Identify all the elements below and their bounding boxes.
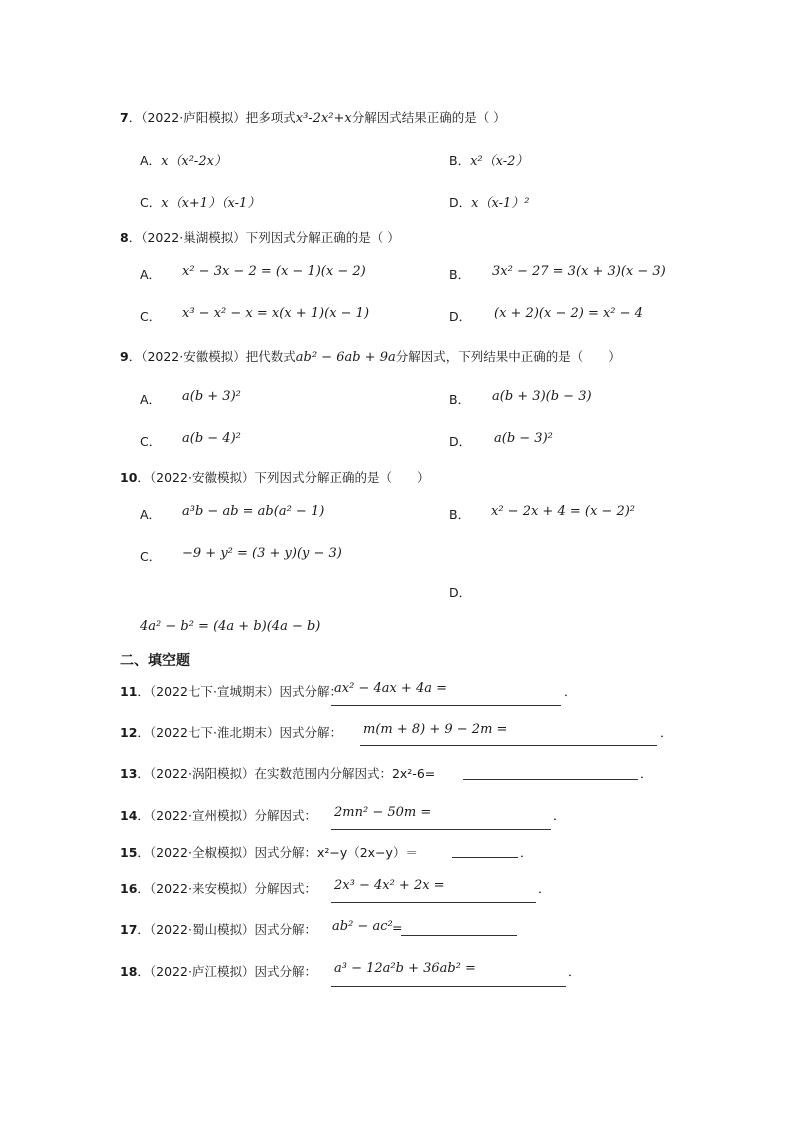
period: ． xyxy=(568,964,581,979)
question-stem: ．（2022七下·淮北期末）因式分解： xyxy=(137,725,342,740)
option-d: D． xyxy=(449,309,472,324)
option-b: B． xyxy=(449,507,471,522)
option-c-expression: a(b − 4)² xyxy=(182,431,241,446)
question-stem: ．（2022·蜀山模拟）因式分解： xyxy=(137,922,317,937)
math-expression: ab² − 6ab + 9a xyxy=(295,350,396,365)
answer-blank[interactable] xyxy=(401,935,517,936)
question-stem: ．（2022·全椒模拟）因式分解：x²−y（2x−y）＝ xyxy=(137,845,418,860)
period: ． xyxy=(660,725,673,740)
math-expression: ax² − 4ax + 4a = xyxy=(334,681,448,696)
option-a: A． xyxy=(140,267,162,282)
option-c-expression: −9 + y² = (3 + y)(y − 3) xyxy=(182,546,342,561)
question-stem: ．（2022·庐江模拟）因式分解： xyxy=(137,964,317,979)
question-number: 17 xyxy=(120,922,138,937)
question-14 xyxy=(120,806,317,824)
option-b-expression: a(b + 3)(b − 3) xyxy=(492,389,592,404)
question-7 xyxy=(120,108,506,126)
math-expression: x³-2x²+x xyxy=(295,111,352,126)
question-15 xyxy=(120,843,418,861)
question-17 xyxy=(120,920,317,938)
question-number: 13 xyxy=(120,766,138,781)
question-8 xyxy=(120,228,400,246)
question-number: 14 xyxy=(120,808,138,823)
question-number: 18 xyxy=(120,964,138,979)
answer-blank[interactable] xyxy=(331,829,551,830)
math-expression: 2x³ − 4x² + 2x = xyxy=(334,878,445,893)
option-b: B． xyxy=(449,267,471,282)
question-stem: ．（2022七下·宣城期末）因式分解： xyxy=(137,684,342,699)
math-expression: m(m + 8) + 9 − 2m = xyxy=(363,722,508,737)
answer-blank[interactable] xyxy=(331,902,536,903)
option-c: C． xyxy=(140,549,162,564)
question-stem: ．（2022·安徽模拟）把代数式 xyxy=(128,349,296,364)
option-a-expression: a(b + 3)² xyxy=(182,389,241,404)
question-11 xyxy=(120,682,342,700)
period: ． xyxy=(564,684,577,699)
period: ． xyxy=(640,766,653,781)
question-stem-tail: 分解因式，下列结果中正确的是（ ） xyxy=(395,349,621,364)
answer-blank[interactable] xyxy=(331,705,561,706)
option-d: D． xyxy=(449,585,472,600)
option-b: B． xyxy=(449,392,471,407)
option-c: C．x（x+1）（x-1） xyxy=(140,195,261,211)
option-d-expression: 4a² − b² = (4a + b)(4a − b) xyxy=(140,619,321,634)
question-12 xyxy=(120,723,342,741)
option-d-expression: (x + 2)(x − 2) = x² − 4 xyxy=(494,306,643,321)
period: ． xyxy=(553,808,566,823)
math-expression: a³ − 12a²b + 36ab² = xyxy=(334,961,476,976)
option-a: A． xyxy=(140,392,162,407)
section-title: 二、填空题 xyxy=(120,653,190,669)
option-b-expression: 3x² − 27 = 3(x + 3)(x − 3) xyxy=(492,264,666,279)
question-stem: ．（2022·庐阳模拟）把多项式 xyxy=(128,110,296,125)
question-number: 12 xyxy=(120,725,138,740)
option-b: B．x²（x-2） xyxy=(449,153,529,169)
question-stem: ．（2022·安徽模拟）下列因式分解正确的是（ ） xyxy=(137,470,430,485)
question-stem: ．（2022·来安模拟）分解因式： xyxy=(137,881,317,896)
question-10 xyxy=(120,468,429,486)
answer-blank[interactable] xyxy=(452,857,518,858)
question-stem: ．（2022·涡阳模拟）在实数范围内分解因式：2x²-6= xyxy=(137,766,436,781)
question-number: 15 xyxy=(120,845,138,860)
question-9 xyxy=(120,347,621,365)
question-number: 11 xyxy=(120,684,138,699)
question-13 xyxy=(120,764,435,782)
option-d: D． xyxy=(449,434,472,449)
question-16 xyxy=(120,879,317,897)
option-d: D．x（x-1）² xyxy=(449,195,530,211)
question-stem: ．（2022·宣州模拟）分解因式： xyxy=(137,808,317,823)
period: ． xyxy=(520,845,533,860)
question-number: 16 xyxy=(120,881,138,896)
answer-blank[interactable] xyxy=(360,745,657,746)
question-stem-tail: 分解因式结果正确的是（ ） xyxy=(351,110,506,125)
equals-sign: = xyxy=(392,920,403,935)
option-c: C． xyxy=(140,434,162,449)
option-b-expression: x² − 2x + 4 = (x − 2)² xyxy=(491,504,636,519)
math-expression: ab² − ac² xyxy=(332,919,393,934)
question-number: 10 xyxy=(120,470,138,485)
question-stem: ．（2022·巢湖模拟）下列因式分解正确的是（ ） xyxy=(128,230,400,245)
answer-blank[interactable] xyxy=(331,986,566,987)
question-number: 7 xyxy=(120,110,129,125)
answer-blank[interactable] xyxy=(463,779,638,780)
question-number: 9 xyxy=(120,349,129,364)
math-expression: 2mn² − 50m = xyxy=(334,805,432,820)
option-a-expression: a³b − ab = ab(a² − 1) xyxy=(182,504,325,519)
option-d-expression: a(b − 3)² xyxy=(494,431,553,446)
question-18 xyxy=(120,962,317,980)
question-number: 8 xyxy=(120,230,129,245)
option-a-expression: x² − 3x − 2 = (x − 1)(x − 2) xyxy=(182,264,366,279)
option-c: C． xyxy=(140,309,162,324)
option-c-expression: x³ − x² − x = x(x + 1)(x − 1) xyxy=(182,306,370,321)
option-a: A．x（x²-2x） xyxy=(140,153,227,169)
period: ． xyxy=(538,881,551,896)
option-a: A． xyxy=(140,507,162,522)
